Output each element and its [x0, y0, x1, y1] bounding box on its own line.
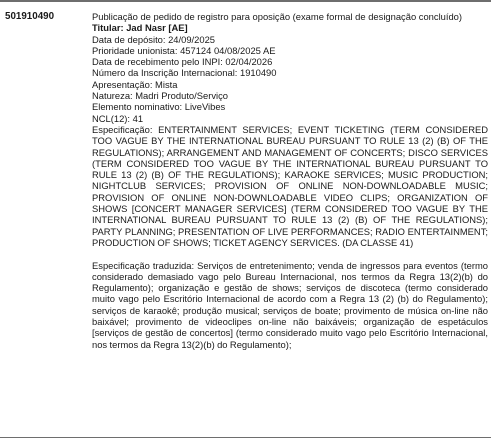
bottom-divider — [0, 437, 491, 438]
word-element: Elemento nominativo: LiveVibes — [92, 101, 226, 113]
nature: Natureza: Madri Produto/Serviço — [92, 90, 228, 102]
ncl-class: NCL(12): 41 — [92, 112, 144, 124]
priority: Prioridade unionista: 457124 04/08/2025 AE — [92, 44, 276, 56]
specification-text: Especificação: ENTERTAINMENT SERVICES; EVENT TICKETING (TERM CONSIDERED TOO VAGUE BY THE INTERNATIONAL BUREAU PURSUANT TO RULE 13 (2) (B) OF THE REGULATIONS); ARRANGEMENT AND MANAGEMENT OF CONCERTS; DISCO SERVICES (TERM CONSIDERED TOO VAGUE BY THE INTERNATIONAL BUREAU PURSUANT TO RULE 13 (2) (B) OF THE REGULATIONS); KARAOKE SERVICES; MUSIC PRODUCTION; NIGHTCLUB SERVICES; PROVISION OF ONLINE NON-DOWNLOADABLE MUSIC; PROVISION OF ONLINE NON-DOWNLOADABLE VIDEO CLIPS; ORGANIZATION OF SHOWS [CONCERT MANAGER SERVICES] (TERM CONSIDERED TOO VAGUE BY THE INTERNATIONAL BUREAU PURSUANT TO RULE 13 (2) (B) OF THE REGULATIONS); PARTY PLANNING; PRESENTATION OF LIVE PERFORMANCES; RADIO ENTERTAINMENT; PRODUCTION OF SHOWS; TICKET AGENCY SERVICES. (DA CLASSE 41) — [92, 123, 488, 248]
translated-specification-text: Especificação traduzida: Serviços de entretenimento; venda de ingressos para eventos (termo considerado demasiado vago pelo Bureau Internacional, nos termos da Regra 13(2)(b) do Regulamento); organização e gestão de shows; serviços de discoteca (termo considerado muito vago pelo Escritório Internacional de acordo com a Regra 13 (2) (b) do Regulamento); serviços de karaokê; produção musical; serviços de boate; provimento de música on-line não baixável; provimento de videoclipes on-line não baixáveis; organização de espetáculos [serviços de gestão de concertos] (termo considerado muito vago pelo Escritório Internacional, nos termos da Regra 13(2)(b) do Regulamento); — [92, 259, 488, 350]
filing-date: Data de depósito: 24/09/2025 — [92, 33, 216, 45]
holder-title: Titular: Jad Nasr [AE] — [92, 22, 188, 34]
dispatch-description: Publicação de pedido de registro para oposição (exame formal de designação concluído) — [92, 11, 463, 22]
receipt-date: Data de recebimento pelo INPI: 02/04/2026 — [92, 56, 273, 68]
process-number: 501910490 — [5, 11, 55, 22]
publication-entry — [92, 11, 488, 350]
top-divider — [0, 0, 491, 2]
presentation: Apresentação: Mista — [92, 78, 178, 90]
international-registration-number: Número da Inscrição Internacional: 1910490 — [92, 67, 277, 79]
